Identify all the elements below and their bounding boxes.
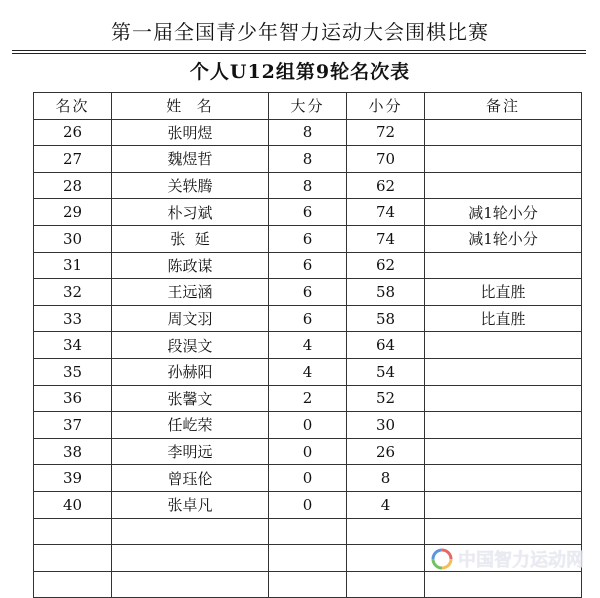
name-cell bbox=[112, 518, 269, 545]
rank-cell: 39 bbox=[34, 465, 112, 492]
name-cell: 张馨文 bbox=[112, 385, 269, 412]
major-score-cell: 0 bbox=[269, 412, 347, 439]
minor-score-cell: 30 bbox=[347, 412, 425, 439]
site-watermark bbox=[431, 546, 584, 572]
title-rule-bottom bbox=[12, 53, 586, 54]
header-name: 姓 名 bbox=[112, 93, 269, 120]
minor-score-cell: 58 bbox=[347, 279, 425, 306]
name-cell: 张 延 bbox=[112, 225, 269, 252]
table-row bbox=[34, 465, 582, 492]
header-note: 备注 bbox=[425, 93, 582, 120]
rank-cell bbox=[34, 545, 112, 572]
major-score-cell bbox=[269, 571, 347, 598]
table-row bbox=[34, 225, 582, 252]
major-score-cell bbox=[269, 518, 347, 545]
page-title: 第一届全国青少年智力运动大会围棋比赛 bbox=[111, 20, 489, 44]
major-score-cell: 6 bbox=[269, 199, 347, 226]
name-cell: 关轶腾 bbox=[112, 172, 269, 199]
name-cell: 王远涵 bbox=[112, 279, 269, 306]
rank-cell: 30 bbox=[34, 225, 112, 252]
rank-cell: 37 bbox=[34, 412, 112, 439]
note-cell bbox=[425, 146, 582, 173]
name-cell: 李明远 bbox=[112, 438, 269, 465]
minor-score-cell: 62 bbox=[347, 252, 425, 279]
table-row bbox=[34, 358, 582, 385]
table-row bbox=[34, 279, 582, 306]
table-body bbox=[34, 119, 582, 598]
name-cell: 孙赫阳 bbox=[112, 358, 269, 385]
major-score-cell bbox=[269, 545, 347, 572]
minor-score-cell: 74 bbox=[347, 225, 425, 252]
note-cell bbox=[425, 491, 582, 518]
note-cell bbox=[425, 332, 582, 359]
major-score-cell: 0 bbox=[269, 438, 347, 465]
table-row bbox=[34, 518, 582, 545]
header-rank: 名次 bbox=[34, 93, 112, 120]
rank-cell: 35 bbox=[34, 358, 112, 385]
minor-score-cell: 58 bbox=[347, 305, 425, 332]
minor-score-cell: 74 bbox=[347, 199, 425, 226]
rank-cell: 36 bbox=[34, 385, 112, 412]
name-cell: 张明煜 bbox=[112, 119, 269, 146]
document-header bbox=[0, 0, 600, 54]
minor-score-cell: 70 bbox=[347, 146, 425, 173]
note-cell bbox=[425, 518, 582, 545]
table-row bbox=[34, 438, 582, 465]
table-row bbox=[34, 146, 582, 173]
minor-score-cell: 54 bbox=[347, 358, 425, 385]
table-header-row bbox=[34, 93, 582, 120]
table-row bbox=[34, 119, 582, 146]
rank-cell: 26 bbox=[34, 119, 112, 146]
major-score-cell: 4 bbox=[269, 332, 347, 359]
minor-score-cell: 4 bbox=[347, 491, 425, 518]
rank-cell: 38 bbox=[34, 438, 112, 465]
table-title: 个人U12组第9轮名次表 bbox=[189, 61, 411, 83]
note-cell bbox=[425, 119, 582, 146]
note-cell bbox=[425, 571, 582, 598]
watermark-text: 中国智力运动网 bbox=[458, 550, 584, 571]
minor-score-cell: 26 bbox=[347, 438, 425, 465]
major-score-cell: 6 bbox=[269, 305, 347, 332]
table-row bbox=[34, 385, 582, 412]
minor-score-cell: 8 bbox=[347, 465, 425, 492]
rank-cell: 27 bbox=[34, 146, 112, 173]
colorful-swirl-logo-icon bbox=[431, 548, 453, 570]
note-cell bbox=[425, 465, 582, 492]
rank-cell bbox=[34, 571, 112, 598]
major-score-cell: 0 bbox=[269, 491, 347, 518]
rank-cell: 33 bbox=[34, 305, 112, 332]
title-rule-top bbox=[12, 50, 586, 51]
ranking-table bbox=[33, 92, 582, 598]
name-cell: 魏煜哲 bbox=[112, 146, 269, 173]
note-cell: 比直胜 bbox=[425, 305, 582, 332]
table-row bbox=[34, 571, 582, 598]
table-row bbox=[34, 305, 582, 332]
major-score-cell: 8 bbox=[269, 146, 347, 173]
minor-score-cell bbox=[347, 518, 425, 545]
minor-score-cell: 72 bbox=[347, 119, 425, 146]
table-row bbox=[34, 412, 582, 439]
major-score-cell: 0 bbox=[269, 465, 347, 492]
note-cell bbox=[425, 438, 582, 465]
table-row bbox=[34, 199, 582, 226]
name-cell: 张卓凡 bbox=[112, 491, 269, 518]
major-score-cell: 6 bbox=[269, 225, 347, 252]
major-score-cell: 6 bbox=[269, 279, 347, 306]
minor-score-cell: 62 bbox=[347, 172, 425, 199]
name-cell: 段淏文 bbox=[112, 332, 269, 359]
major-score-cell: 6 bbox=[269, 252, 347, 279]
header-major-score: 大分 bbox=[269, 93, 347, 120]
note-cell: 减1轮小分 bbox=[425, 199, 582, 226]
note-cell bbox=[425, 172, 582, 199]
major-score-cell: 8 bbox=[269, 172, 347, 199]
name-cell: 曾珏伦 bbox=[112, 465, 269, 492]
rank-cell: 34 bbox=[34, 332, 112, 359]
minor-score-cell: 52 bbox=[347, 385, 425, 412]
major-score-cell: 4 bbox=[269, 358, 347, 385]
name-cell: 朴习斌 bbox=[112, 199, 269, 226]
rank-cell: 32 bbox=[34, 279, 112, 306]
rank-cell: 28 bbox=[34, 172, 112, 199]
table-row bbox=[34, 332, 582, 359]
major-score-cell: 8 bbox=[269, 119, 347, 146]
table-row bbox=[34, 252, 582, 279]
note-cell bbox=[425, 358, 582, 385]
note-cell bbox=[425, 412, 582, 439]
minor-score-cell: 64 bbox=[347, 332, 425, 359]
rank-cell: 31 bbox=[34, 252, 112, 279]
rank-cell bbox=[34, 518, 112, 545]
minor-score-cell bbox=[347, 571, 425, 598]
major-score-cell: 2 bbox=[269, 385, 347, 412]
name-cell bbox=[112, 545, 269, 572]
table-row bbox=[34, 172, 582, 199]
rank-cell: 29 bbox=[34, 199, 112, 226]
note-cell bbox=[425, 385, 582, 412]
rank-cell: 40 bbox=[34, 491, 112, 518]
name-cell: 任屹荣 bbox=[112, 412, 269, 439]
note-cell: 比直胜 bbox=[425, 279, 582, 306]
note-cell bbox=[425, 252, 582, 279]
name-cell: 周文羽 bbox=[112, 305, 269, 332]
header-minor-score: 小分 bbox=[347, 93, 425, 120]
name-cell bbox=[112, 571, 269, 598]
note-cell: 减1轮小分 bbox=[425, 225, 582, 252]
name-cell: 陈政谋 bbox=[112, 252, 269, 279]
table-row bbox=[34, 491, 582, 518]
minor-score-cell bbox=[347, 545, 425, 572]
